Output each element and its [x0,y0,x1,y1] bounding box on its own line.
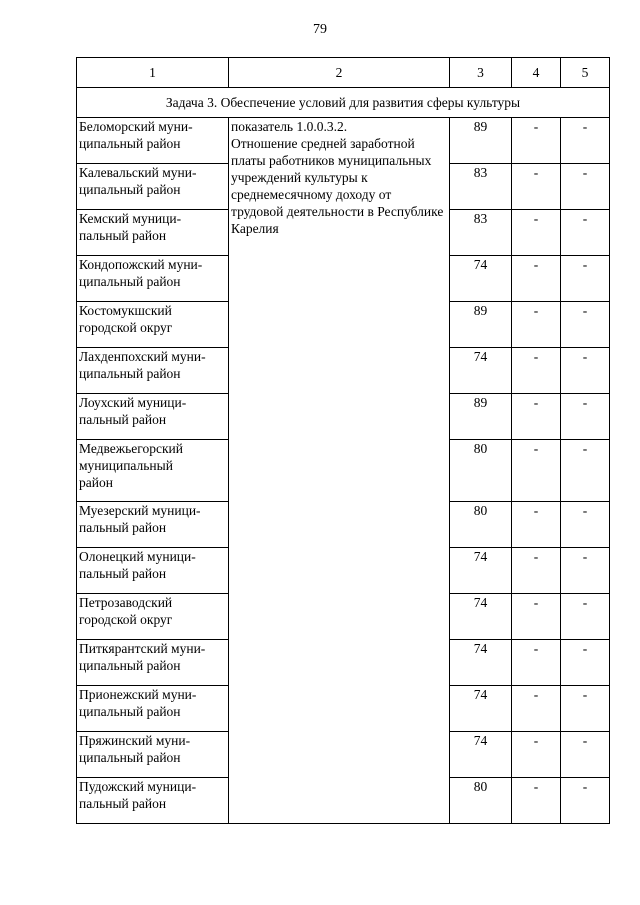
district-name: Кемский муници- пальный район [77,210,229,256]
indicator-value: 83 [450,210,512,256]
column-4-value: - [512,686,561,732]
column-4-value: - [512,164,561,210]
indicator-value: 89 [450,118,512,164]
task-title: Задача 3. Обеспечение условий для развития сферы культуры [77,88,610,118]
column-5-value: - [561,778,610,824]
indicator-value: 74 [450,640,512,686]
column-5-value: - [561,302,610,348]
district-name: Питкярантский муни- ципальный район [77,640,229,686]
column-4-value: - [512,440,561,502]
indicator-value: 89 [450,302,512,348]
column-4-value: - [512,594,561,640]
column-5-value: - [561,686,610,732]
district-name: Калевальский муни- ципальный район [77,164,229,210]
indicator-value: 74 [450,594,512,640]
column-5-value: - [561,394,610,440]
column-4-value: - [512,256,561,302]
table-body [77,58,610,824]
column-4-value: - [512,302,561,348]
indicator-value: 89 [450,394,512,440]
column-4-value: - [512,118,561,164]
indicator-value: 74 [450,686,512,732]
column-number-row [77,58,610,88]
column-5-value: - [561,440,610,502]
column-number: 2 [229,58,450,88]
column-5-value: - [561,118,610,164]
column-5-value: - [561,640,610,686]
district-name: Костомукшский городской округ [77,302,229,348]
column-5-value: - [561,502,610,548]
district-name: Муезерский муници- пальный район [77,502,229,548]
column-5-value: - [561,256,610,302]
column-4-value: - [512,548,561,594]
column-4-value: - [512,502,561,548]
indicator-value: 80 [450,440,512,502]
indicator-value: 74 [450,348,512,394]
district-name: Медвежьегорский муниципальный район [77,440,229,502]
district-name: Олонецкий муници- пальный район [77,548,229,594]
district-name: Лоухский муници- пальный район [77,394,229,440]
indicator-value: 74 [450,256,512,302]
district-name: Пряжинский муни- ципальный район [77,732,229,778]
indicator-description: показатель 1.0.0.3.2. Отношение средней заработной платы работников муниципальных учреждений культуры к среднемесячному доходу от трудовой деятельности в Республике Карелия [229,118,450,824]
column-4-value: - [512,732,561,778]
indicator-value: 74 [450,548,512,594]
column-number: 4 [512,58,561,88]
indicator-value: 74 [450,732,512,778]
column-number: 3 [450,58,512,88]
column-4-value: - [512,210,561,256]
column-5-value: - [561,348,610,394]
column-5-value: - [561,210,610,256]
indicator-value: 80 [450,502,512,548]
indicator-value: 83 [450,164,512,210]
column-4-value: - [512,348,561,394]
district-name: Прионежский муни- ципальный район [77,686,229,732]
column-number: 5 [561,58,610,88]
indicator-value: 80 [450,778,512,824]
task-row [77,88,610,118]
district-name: Пудожский муници- пальный район [77,778,229,824]
table-row [77,118,610,164]
indicator-table [76,57,610,824]
column-4-value: - [512,394,561,440]
column-4-value: - [512,640,561,686]
column-5-value: - [561,164,610,210]
district-name: Лахденпохский муни- ципальный район [77,348,229,394]
column-number: 1 [77,58,229,88]
district-name: Петрозаводский городской округ [77,594,229,640]
column-5-value: - [561,594,610,640]
district-name: Кондопожский муни- ципальный район [77,256,229,302]
district-name: Беломорский муни- ципальный район [77,118,229,164]
column-4-value: - [512,778,561,824]
column-5-value: - [561,732,610,778]
column-5-value: - [561,548,610,594]
page-number: 79 [313,22,327,37]
